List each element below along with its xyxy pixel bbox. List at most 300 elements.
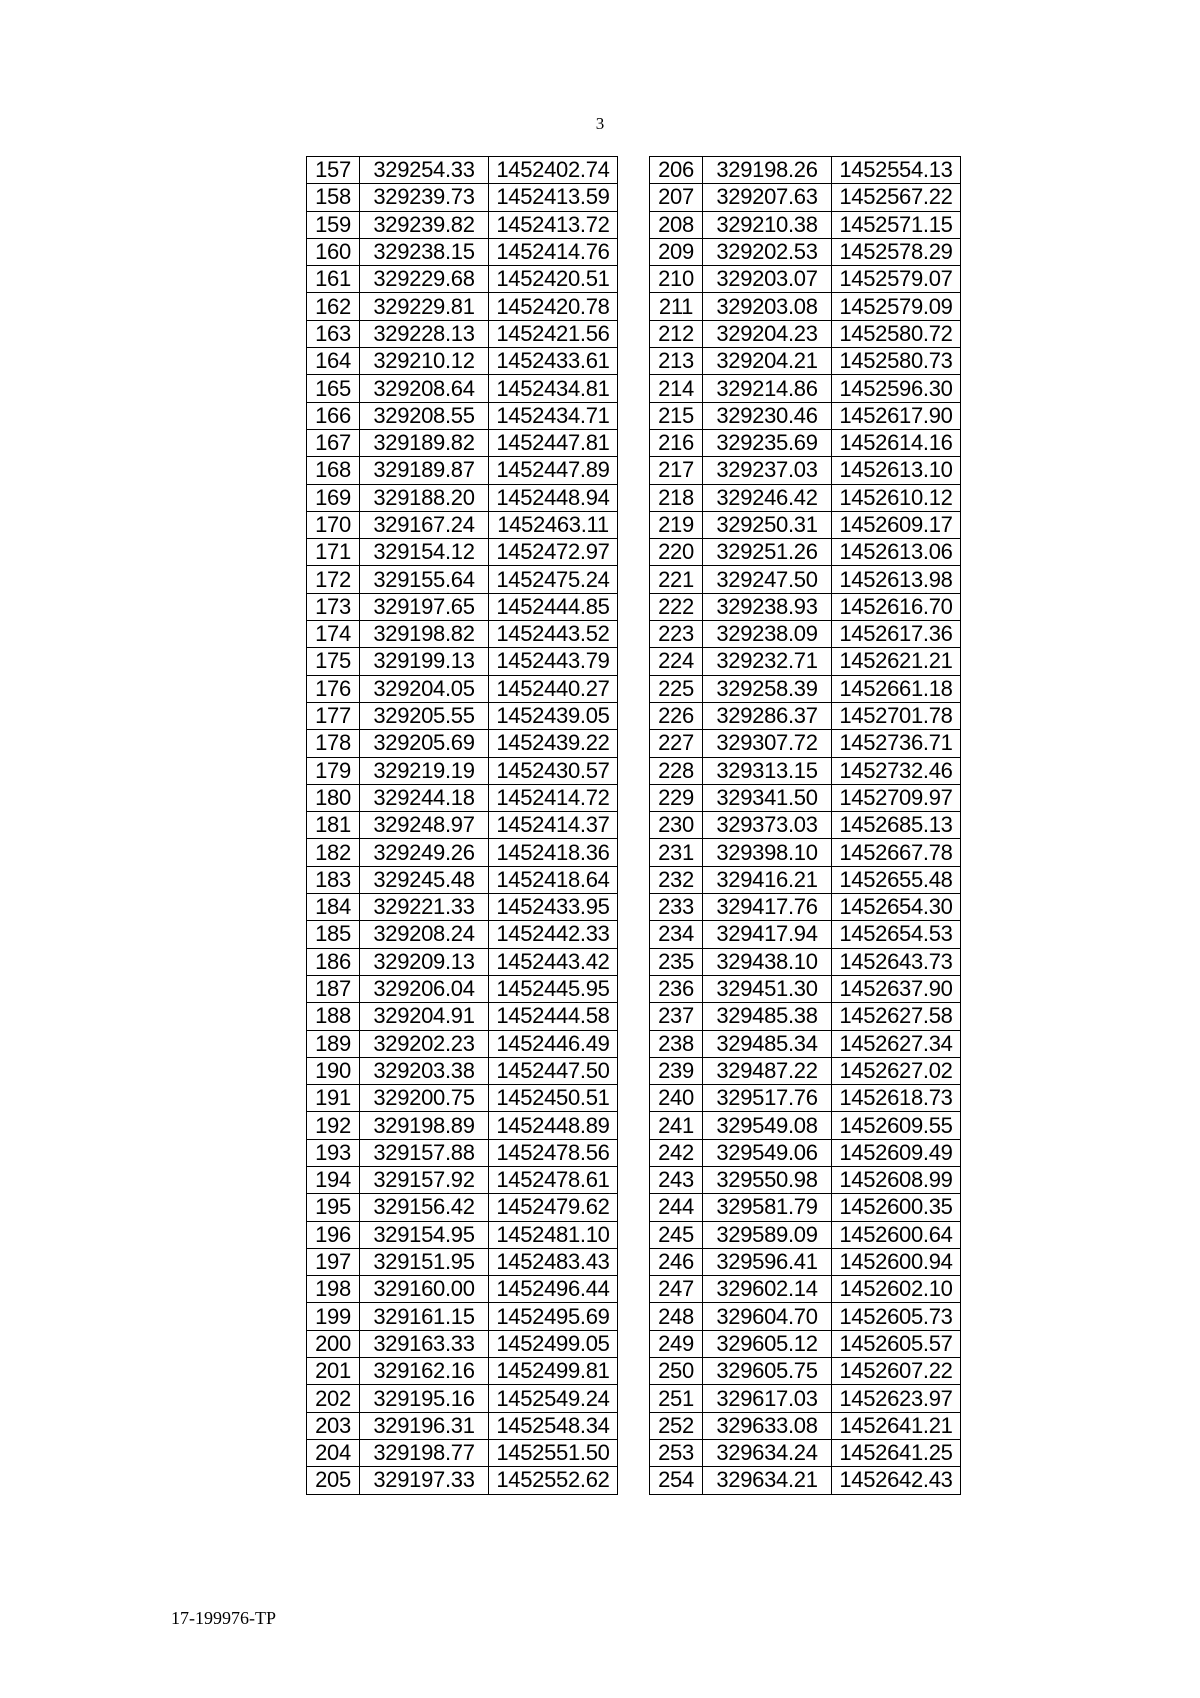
x-coordinate-cell: 329634.24 bbox=[703, 1439, 832, 1466]
point-number-cell: 196 bbox=[307, 1221, 360, 1248]
table-row bbox=[307, 511, 618, 538]
y-coordinate-cell: 1452554.13 bbox=[832, 157, 961, 184]
y-coordinate-cell: 1452496.44 bbox=[489, 1276, 618, 1303]
x-coordinate-cell: 329238.15 bbox=[360, 238, 489, 265]
point-number-cell: 207 bbox=[650, 184, 703, 211]
x-coordinate-cell: 329154.12 bbox=[360, 539, 489, 566]
x-coordinate-cell: 329581.79 bbox=[703, 1194, 832, 1221]
y-coordinate-cell: 1452579.09 bbox=[832, 293, 961, 320]
x-coordinate-cell: 329251.26 bbox=[703, 539, 832, 566]
table-row bbox=[650, 1467, 961, 1494]
x-coordinate-cell: 329203.07 bbox=[703, 266, 832, 293]
table-row bbox=[307, 566, 618, 593]
table-row bbox=[650, 1385, 961, 1412]
y-coordinate-cell: 1452610.12 bbox=[832, 484, 961, 511]
table-row bbox=[650, 1221, 961, 1248]
point-number-cell: 166 bbox=[307, 402, 360, 429]
x-coordinate-cell: 329605.75 bbox=[703, 1358, 832, 1385]
y-coordinate-cell: 1452627.02 bbox=[832, 1057, 961, 1084]
point-number-cell: 219 bbox=[650, 511, 703, 538]
y-coordinate-cell: 1452434.81 bbox=[489, 375, 618, 402]
table-row bbox=[307, 457, 618, 484]
table-row bbox=[307, 839, 618, 866]
x-coordinate-cell: 329207.63 bbox=[703, 184, 832, 211]
x-coordinate-cell: 329157.88 bbox=[360, 1139, 489, 1166]
x-coordinate-cell: 329198.82 bbox=[360, 621, 489, 648]
point-number-cell: 187 bbox=[307, 975, 360, 1002]
y-coordinate-cell: 1452444.58 bbox=[489, 1003, 618, 1030]
coordinate-table-body bbox=[650, 157, 961, 1495]
y-coordinate-cell: 1452447.50 bbox=[489, 1057, 618, 1084]
y-coordinate-cell: 1452418.36 bbox=[489, 839, 618, 866]
point-number-cell: 229 bbox=[650, 784, 703, 811]
table-row bbox=[650, 1194, 961, 1221]
y-coordinate-cell: 1452421.56 bbox=[489, 320, 618, 347]
x-coordinate-cell: 329228.13 bbox=[360, 320, 489, 347]
y-coordinate-cell: 1452613.10 bbox=[832, 457, 961, 484]
y-coordinate-cell: 1452414.37 bbox=[489, 812, 618, 839]
y-coordinate-cell: 1452614.16 bbox=[832, 429, 961, 456]
x-coordinate-cell: 329156.42 bbox=[360, 1194, 489, 1221]
x-coordinate-cell: 329163.33 bbox=[360, 1330, 489, 1357]
table-row bbox=[650, 894, 961, 921]
point-number-cell: 214 bbox=[650, 375, 703, 402]
table-row bbox=[650, 375, 961, 402]
y-coordinate-cell: 1452433.95 bbox=[489, 894, 618, 921]
x-coordinate-cell: 329341.50 bbox=[703, 784, 832, 811]
point-number-cell: 216 bbox=[650, 429, 703, 456]
table-row bbox=[650, 730, 961, 757]
x-coordinate-cell: 329232.71 bbox=[703, 648, 832, 675]
y-coordinate-cell: 1452442.33 bbox=[489, 921, 618, 948]
y-coordinate-cell: 1452580.72 bbox=[832, 320, 961, 347]
table-row bbox=[307, 1139, 618, 1166]
table-row bbox=[650, 429, 961, 456]
point-number-cell: 190 bbox=[307, 1057, 360, 1084]
y-coordinate-cell: 1452613.98 bbox=[832, 566, 961, 593]
point-number-cell: 248 bbox=[650, 1303, 703, 1330]
x-coordinate-cell: 329208.24 bbox=[360, 921, 489, 948]
table-row bbox=[307, 539, 618, 566]
table-row bbox=[307, 1221, 618, 1248]
x-coordinate-cell: 329549.06 bbox=[703, 1139, 832, 1166]
table-row bbox=[650, 675, 961, 702]
x-coordinate-cell: 329189.82 bbox=[360, 429, 489, 456]
point-number-cell: 188 bbox=[307, 1003, 360, 1030]
y-coordinate-cell: 1452609.49 bbox=[832, 1139, 961, 1166]
y-coordinate-cell: 1452420.78 bbox=[489, 293, 618, 320]
x-coordinate-cell: 329154.95 bbox=[360, 1221, 489, 1248]
x-coordinate-cell: 329200.75 bbox=[360, 1085, 489, 1112]
x-coordinate-cell: 329549.08 bbox=[703, 1112, 832, 1139]
y-coordinate-cell: 1452443.42 bbox=[489, 948, 618, 975]
table-row bbox=[650, 1303, 961, 1330]
y-coordinate-cell: 1452443.79 bbox=[489, 648, 618, 675]
x-coordinate-cell: 329195.16 bbox=[360, 1385, 489, 1412]
x-coordinate-cell: 329151.95 bbox=[360, 1248, 489, 1275]
point-number-cell: 169 bbox=[307, 484, 360, 511]
table-row bbox=[307, 157, 618, 184]
point-number-cell: 208 bbox=[650, 211, 703, 238]
point-number-cell: 226 bbox=[650, 702, 703, 729]
point-number-cell: 212 bbox=[650, 320, 703, 347]
table-row bbox=[650, 702, 961, 729]
x-coordinate-cell: 329189.87 bbox=[360, 457, 489, 484]
y-coordinate-cell: 1452499.05 bbox=[489, 1330, 618, 1357]
table-row bbox=[307, 1194, 618, 1221]
x-coordinate-cell: 329239.82 bbox=[360, 211, 489, 238]
y-coordinate-cell: 1452637.90 bbox=[832, 975, 961, 1002]
table-row bbox=[650, 1030, 961, 1057]
x-coordinate-cell: 329589.09 bbox=[703, 1221, 832, 1248]
x-coordinate-cell: 329634.21 bbox=[703, 1467, 832, 1494]
x-coordinate-cell: 329244.18 bbox=[360, 784, 489, 811]
y-coordinate-cell: 1452551.50 bbox=[489, 1439, 618, 1466]
table-row bbox=[650, 1439, 961, 1466]
y-coordinate-cell: 1452413.72 bbox=[489, 211, 618, 238]
y-coordinate-cell: 1452667.78 bbox=[832, 839, 961, 866]
y-coordinate-cell: 1452495.69 bbox=[489, 1303, 618, 1330]
x-coordinate-cell: 329247.50 bbox=[703, 566, 832, 593]
table-row bbox=[307, 621, 618, 648]
table-row bbox=[650, 975, 961, 1002]
y-coordinate-cell: 1452618.73 bbox=[832, 1085, 961, 1112]
x-coordinate-cell: 329416.21 bbox=[703, 866, 832, 893]
y-coordinate-cell: 1452641.21 bbox=[832, 1412, 961, 1439]
table-row bbox=[307, 184, 618, 211]
table-row bbox=[307, 402, 618, 429]
x-coordinate-cell: 329239.73 bbox=[360, 184, 489, 211]
y-coordinate-cell: 1452439.22 bbox=[489, 730, 618, 757]
y-coordinate-cell: 1452448.94 bbox=[489, 484, 618, 511]
x-coordinate-cell: 329237.03 bbox=[703, 457, 832, 484]
y-coordinate-cell: 1452580.73 bbox=[832, 348, 961, 375]
y-coordinate-cell: 1452571.15 bbox=[832, 211, 961, 238]
y-coordinate-cell: 1452433.61 bbox=[489, 348, 618, 375]
point-number-cell: 202 bbox=[307, 1385, 360, 1412]
x-coordinate-cell: 329162.16 bbox=[360, 1358, 489, 1385]
y-coordinate-cell: 1452616.70 bbox=[832, 593, 961, 620]
document-code: 17-199976-TP bbox=[171, 1608, 276, 1628]
y-coordinate-cell: 1452709.97 bbox=[832, 784, 961, 811]
x-coordinate-cell: 329517.76 bbox=[703, 1085, 832, 1112]
x-coordinate-cell: 329605.12 bbox=[703, 1330, 832, 1357]
table-row bbox=[307, 1003, 618, 1030]
table-row bbox=[650, 648, 961, 675]
y-coordinate-cell: 1452448.89 bbox=[489, 1112, 618, 1139]
point-number-cell: 240 bbox=[650, 1085, 703, 1112]
table-row bbox=[650, 1112, 961, 1139]
point-number-cell: 180 bbox=[307, 784, 360, 811]
x-coordinate-cell: 329229.81 bbox=[360, 293, 489, 320]
y-coordinate-cell: 1452413.59 bbox=[489, 184, 618, 211]
point-number-cell: 246 bbox=[650, 1248, 703, 1275]
x-coordinate-cell: 329485.34 bbox=[703, 1030, 832, 1057]
table-row bbox=[307, 894, 618, 921]
x-coordinate-cell: 329206.04 bbox=[360, 975, 489, 1002]
table-row bbox=[307, 1166, 618, 1193]
table-row bbox=[307, 1030, 618, 1057]
point-number-cell: 182 bbox=[307, 839, 360, 866]
x-coordinate-cell: 329235.69 bbox=[703, 429, 832, 456]
x-coordinate-cell: 329210.38 bbox=[703, 211, 832, 238]
x-coordinate-cell: 329197.33 bbox=[360, 1467, 489, 1494]
point-number-cell: 165 bbox=[307, 375, 360, 402]
x-coordinate-cell: 329203.38 bbox=[360, 1057, 489, 1084]
table-row bbox=[307, 293, 618, 320]
point-number-cell: 199 bbox=[307, 1303, 360, 1330]
point-number-cell: 192 bbox=[307, 1112, 360, 1139]
y-coordinate-cell: 1452475.24 bbox=[489, 566, 618, 593]
table-row bbox=[650, 184, 961, 211]
y-coordinate-cell: 1452414.76 bbox=[489, 238, 618, 265]
y-coordinate-cell: 1452579.07 bbox=[832, 266, 961, 293]
point-number-cell: 220 bbox=[650, 539, 703, 566]
point-number-cell: 197 bbox=[307, 1248, 360, 1275]
point-number-cell: 225 bbox=[650, 675, 703, 702]
point-number-cell: 236 bbox=[650, 975, 703, 1002]
y-coordinate-cell: 1452617.90 bbox=[832, 402, 961, 429]
point-number-cell: 161 bbox=[307, 266, 360, 293]
point-number-cell: 217 bbox=[650, 457, 703, 484]
table-row bbox=[650, 1412, 961, 1439]
x-coordinate-cell: 329205.69 bbox=[360, 730, 489, 757]
y-coordinate-cell: 1452701.78 bbox=[832, 702, 961, 729]
y-coordinate-cell: 1452472.97 bbox=[489, 539, 618, 566]
x-coordinate-cell: 329249.26 bbox=[360, 839, 489, 866]
x-coordinate-cell: 329208.64 bbox=[360, 375, 489, 402]
y-coordinate-cell: 1452414.72 bbox=[489, 784, 618, 811]
table-row bbox=[307, 429, 618, 456]
table-row bbox=[307, 921, 618, 948]
table-row bbox=[650, 293, 961, 320]
point-number-cell: 233 bbox=[650, 894, 703, 921]
table-row bbox=[307, 1112, 618, 1139]
point-number-cell: 172 bbox=[307, 566, 360, 593]
x-coordinate-cell: 329204.05 bbox=[360, 675, 489, 702]
y-coordinate-cell: 1452567.22 bbox=[832, 184, 961, 211]
x-coordinate-cell: 329313.15 bbox=[703, 757, 832, 784]
x-coordinate-cell: 329210.12 bbox=[360, 348, 489, 375]
point-number-cell: 238 bbox=[650, 1030, 703, 1057]
x-coordinate-cell: 329550.98 bbox=[703, 1166, 832, 1193]
y-coordinate-cell: 1452596.30 bbox=[832, 375, 961, 402]
y-coordinate-cell: 1452463.11 bbox=[489, 511, 618, 538]
table-row bbox=[650, 921, 961, 948]
x-coordinate-cell: 329451.30 bbox=[703, 975, 832, 1002]
point-number-cell: 200 bbox=[307, 1330, 360, 1357]
point-number-cell: 157 bbox=[307, 157, 360, 184]
y-coordinate-cell: 1452736.71 bbox=[832, 730, 961, 757]
y-coordinate-cell: 1452609.17 bbox=[832, 511, 961, 538]
point-number-cell: 253 bbox=[650, 1439, 703, 1466]
table-row bbox=[650, 511, 961, 538]
table-row bbox=[307, 1439, 618, 1466]
table-row bbox=[650, 348, 961, 375]
x-coordinate-cell: 329238.09 bbox=[703, 621, 832, 648]
y-coordinate-cell: 1452641.25 bbox=[832, 1439, 961, 1466]
x-coordinate-cell: 329230.46 bbox=[703, 402, 832, 429]
table-row bbox=[307, 812, 618, 839]
y-coordinate-cell: 1452600.94 bbox=[832, 1248, 961, 1275]
y-coordinate-cell: 1452613.06 bbox=[832, 539, 961, 566]
x-coordinate-cell: 329254.33 bbox=[360, 157, 489, 184]
point-number-cell: 204 bbox=[307, 1439, 360, 1466]
table-row bbox=[307, 211, 618, 238]
point-number-cell: 235 bbox=[650, 948, 703, 975]
x-coordinate-cell: 329198.77 bbox=[360, 1439, 489, 1466]
y-coordinate-cell: 1452627.34 bbox=[832, 1030, 961, 1057]
x-coordinate-cell: 329398.10 bbox=[703, 839, 832, 866]
y-coordinate-cell: 1452623.97 bbox=[832, 1385, 961, 1412]
y-coordinate-cell: 1452685.13 bbox=[832, 812, 961, 839]
table-row bbox=[650, 1057, 961, 1084]
point-number-cell: 250 bbox=[650, 1358, 703, 1385]
point-number-cell: 159 bbox=[307, 211, 360, 238]
y-coordinate-cell: 1452420.51 bbox=[489, 266, 618, 293]
table-row bbox=[307, 593, 618, 620]
y-coordinate-cell: 1452600.35 bbox=[832, 1194, 961, 1221]
x-coordinate-cell: 329155.64 bbox=[360, 566, 489, 593]
y-coordinate-cell: 1452447.89 bbox=[489, 457, 618, 484]
y-coordinate-cell: 1452445.95 bbox=[489, 975, 618, 1002]
y-coordinate-cell: 1452478.56 bbox=[489, 1139, 618, 1166]
x-coordinate-cell: 329202.53 bbox=[703, 238, 832, 265]
table-row bbox=[307, 730, 618, 757]
x-coordinate-cell: 329161.15 bbox=[360, 1303, 489, 1330]
x-coordinate-cell: 329596.41 bbox=[703, 1248, 832, 1275]
x-coordinate-cell: 329604.70 bbox=[703, 1303, 832, 1330]
table-row bbox=[307, 1467, 618, 1494]
table-row bbox=[307, 320, 618, 347]
y-coordinate-cell: 1452444.85 bbox=[489, 593, 618, 620]
table-row bbox=[650, 402, 961, 429]
table-row bbox=[650, 1248, 961, 1275]
y-coordinate-cell: 1452617.36 bbox=[832, 621, 961, 648]
table-row bbox=[650, 839, 961, 866]
point-number-cell: 213 bbox=[650, 348, 703, 375]
point-number-cell: 181 bbox=[307, 812, 360, 839]
y-coordinate-cell: 1452655.48 bbox=[832, 866, 961, 893]
x-coordinate-cell: 329221.33 bbox=[360, 894, 489, 921]
point-number-cell: 193 bbox=[307, 1139, 360, 1166]
y-coordinate-cell: 1452643.73 bbox=[832, 948, 961, 975]
point-number-cell: 239 bbox=[650, 1057, 703, 1084]
x-coordinate-cell: 329248.97 bbox=[360, 812, 489, 839]
y-coordinate-cell: 1452578.29 bbox=[832, 238, 961, 265]
y-coordinate-cell: 1452479.62 bbox=[489, 1194, 618, 1221]
point-number-cell: 215 bbox=[650, 402, 703, 429]
point-number-cell: 223 bbox=[650, 621, 703, 648]
point-number-cell: 173 bbox=[307, 593, 360, 620]
coordinate-table-body bbox=[307, 157, 618, 1495]
point-number-cell: 247 bbox=[650, 1276, 703, 1303]
x-coordinate-cell: 329417.76 bbox=[703, 894, 832, 921]
table-row bbox=[650, 1276, 961, 1303]
coordinate-table-right bbox=[649, 156, 961, 1495]
y-coordinate-cell: 1452602.10 bbox=[832, 1276, 961, 1303]
table-row bbox=[650, 621, 961, 648]
point-number-cell: 183 bbox=[307, 866, 360, 893]
point-number-cell: 249 bbox=[650, 1330, 703, 1357]
x-coordinate-cell: 329246.42 bbox=[703, 484, 832, 511]
point-number-cell: 224 bbox=[650, 648, 703, 675]
point-number-cell: 175 bbox=[307, 648, 360, 675]
table-row bbox=[650, 539, 961, 566]
y-coordinate-cell: 1452549.24 bbox=[489, 1385, 618, 1412]
table-row bbox=[650, 784, 961, 811]
point-number-cell: 230 bbox=[650, 812, 703, 839]
table-row bbox=[307, 784, 618, 811]
point-number-cell: 167 bbox=[307, 429, 360, 456]
table-row bbox=[650, 948, 961, 975]
x-coordinate-cell: 329209.13 bbox=[360, 948, 489, 975]
table-row bbox=[650, 157, 961, 184]
table-row bbox=[650, 1166, 961, 1193]
x-coordinate-cell: 329245.48 bbox=[360, 866, 489, 893]
point-number-cell: 251 bbox=[650, 1385, 703, 1412]
page-number: 3 bbox=[595, 114, 605, 133]
table-row bbox=[307, 484, 618, 511]
y-coordinate-cell: 1452607.22 bbox=[832, 1358, 961, 1385]
table-row bbox=[650, 866, 961, 893]
point-number-cell: 209 bbox=[650, 238, 703, 265]
x-coordinate-cell: 329204.21 bbox=[703, 348, 832, 375]
point-number-cell: 189 bbox=[307, 1030, 360, 1057]
x-coordinate-cell: 329617.03 bbox=[703, 1385, 832, 1412]
point-number-cell: 227 bbox=[650, 730, 703, 757]
y-coordinate-cell: 1452654.30 bbox=[832, 894, 961, 921]
y-coordinate-cell: 1452621.21 bbox=[832, 648, 961, 675]
point-number-cell: 198 bbox=[307, 1276, 360, 1303]
x-coordinate-cell: 329417.94 bbox=[703, 921, 832, 948]
y-coordinate-cell: 1452450.51 bbox=[489, 1085, 618, 1112]
point-number-cell: 234 bbox=[650, 921, 703, 948]
x-coordinate-cell: 329238.93 bbox=[703, 593, 832, 620]
x-coordinate-cell: 329202.23 bbox=[360, 1030, 489, 1057]
point-number-cell: 205 bbox=[307, 1467, 360, 1494]
point-number-cell: 185 bbox=[307, 921, 360, 948]
y-coordinate-cell: 1452499.81 bbox=[489, 1358, 618, 1385]
table-row bbox=[307, 675, 618, 702]
table-row bbox=[307, 702, 618, 729]
x-coordinate-cell: 329633.08 bbox=[703, 1412, 832, 1439]
y-coordinate-cell: 1452430.57 bbox=[489, 757, 618, 784]
x-coordinate-cell: 329208.55 bbox=[360, 402, 489, 429]
table-row bbox=[307, 375, 618, 402]
point-number-cell: 221 bbox=[650, 566, 703, 593]
x-coordinate-cell: 329197.65 bbox=[360, 593, 489, 620]
x-coordinate-cell: 329198.26 bbox=[703, 157, 832, 184]
point-number-cell: 171 bbox=[307, 539, 360, 566]
point-number-cell: 237 bbox=[650, 1003, 703, 1030]
point-number-cell: 242 bbox=[650, 1139, 703, 1166]
point-number-cell: 254 bbox=[650, 1467, 703, 1494]
x-coordinate-cell: 329373.03 bbox=[703, 812, 832, 839]
table-row bbox=[307, 1248, 618, 1275]
table-row bbox=[307, 1330, 618, 1357]
point-number-cell: 210 bbox=[650, 266, 703, 293]
x-coordinate-cell: 329214.86 bbox=[703, 375, 832, 402]
point-number-cell: 177 bbox=[307, 702, 360, 729]
table-row bbox=[307, 975, 618, 1002]
table-row bbox=[307, 1358, 618, 1385]
table-row bbox=[307, 866, 618, 893]
point-number-cell: 231 bbox=[650, 839, 703, 866]
point-number-cell: 186 bbox=[307, 948, 360, 975]
point-number-cell: 176 bbox=[307, 675, 360, 702]
table-row bbox=[650, 1358, 961, 1385]
